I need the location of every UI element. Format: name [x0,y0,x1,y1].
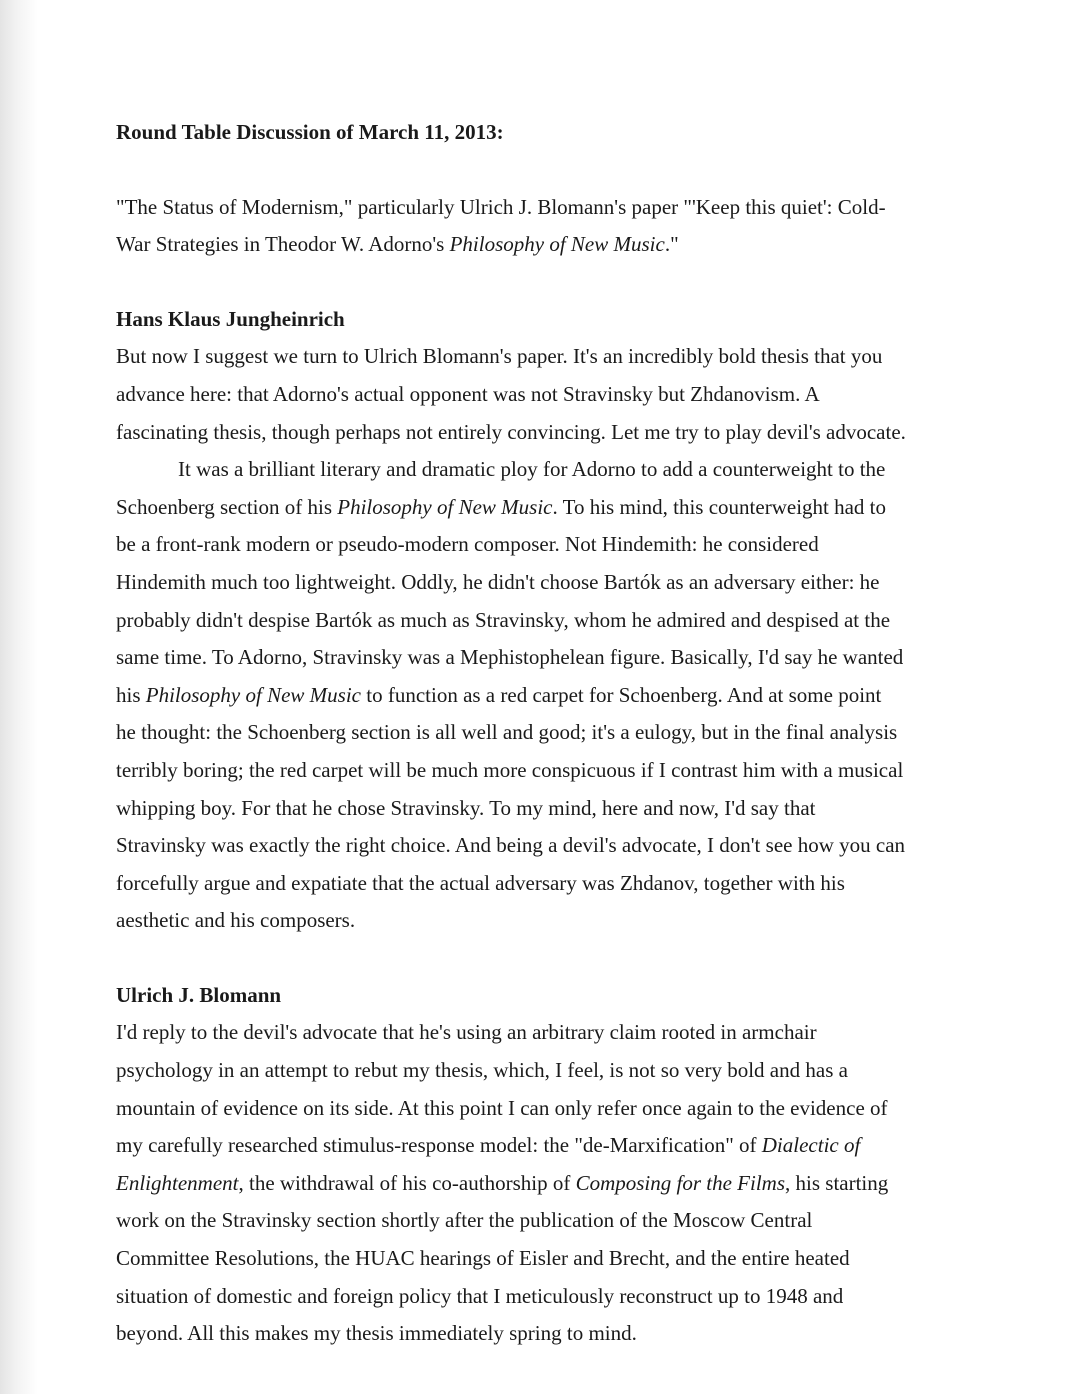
text-line: same time. To Adorno, Stravinsky was a Mephistophelean figure. Basically, I'd say he wanted [116,645,904,670]
text-run: my carefully researched stimulus-response model: the "de-Marxification" of [116,1133,762,1158]
document-title: Round Table Discussion of March 11, 2013: [116,120,504,144]
text-line: forcefully argue and expatiate that the actual adversary was Zhdanov, together with his [116,870,845,895]
text-line: aesthetic and his composers. [116,908,356,933]
text-line: But now I suggest we turn to Ulrich Blomann's paper. It's an incredibly bold thesis that you [116,344,883,369]
text-line: he thought: the Schoenberg section is all well and good; it's a eulogy, but in the final analysis [116,720,898,745]
paragraph [116,451,926,940]
text-line: fascinating thesis, though perhaps not entirely convincing. Let me try to play devil's advocate. [116,419,906,444]
speaker-name: Hans Klaus Jungheinrich [116,306,345,331]
italic-title: Philosophy of New Music [449,232,665,257]
text-line: mountain of evidence on its side. At this point I can only refer once again to the evidence of [116,1095,888,1120]
text-line [116,1127,926,1165]
text-run: War Strategies in Theodor W. Adorno's [116,232,450,257]
italic-title: Dialectic of [761,1133,861,1158]
text-line: work on the Stravinsky section shortly after the publication of the Moscow Central [116,1208,813,1233]
text-run: his [116,682,146,707]
speaker-name: Ulrich J. Blomann [116,982,282,1007]
paragraph [116,338,926,451]
text-line: psychology in an attempt to rebut my thesis, which, I feel, is not so very bold and has a [116,1058,848,1083]
text-line: probably didn't despise Bartók as much as Stravinsky, whom he admired and despised at the [116,607,891,632]
text-line: I'd reply to the devil's advocate that he's using an arbitrary claim rooted in armchair [116,1020,817,1045]
text-line: situation of domestic and foreign policy that I meticulously reconstruct up to 1948 and [116,1283,844,1308]
text-line: Committee Resolutions, the HUAC hearings of Eisler and Brecht, and the entire heated [116,1246,850,1271]
text-run: to function as a red carpet for Schoenberg. And at some point [361,682,882,707]
text-line: Stravinsky was exactly the right choice. And being a devil's advocate, I don't see how you can [116,833,906,858]
italic-title: Enlightenment [116,1170,239,1195]
italic-title: Philosophy of New Music [145,682,361,707]
intro-paragraph [116,189,926,264]
text-run: , the withdrawal of his co-authorship of [238,1170,576,1195]
text-run: , his starting [785,1170,889,1195]
text-run: ." [664,232,679,257]
speaker-section-jungheinrich [116,301,926,940]
text-run: Schoenberg section of his [116,494,338,519]
text-run: . To his mind, this counterweight had to [552,494,887,519]
italic-title: Composing for the Films [575,1170,786,1195]
text-line: whipping boy. For that he chose Stravinsky. To my mind, here and now, I'd say that [116,795,816,820]
intro-line [116,226,926,264]
paragraph [116,1014,926,1352]
scan-edge-shadow [0,0,38,1394]
text-line: be a front-rank modern or pseudo-modern composer. Not Hindemith: he considered [116,532,819,557]
text-line: It was a brilliant literary and dramatic ploy for Adorno to add a counterweight to the [178,457,886,482]
text-line: beyond. All this makes my thesis immediately spring to mind. [116,1321,637,1346]
document-page [116,114,926,1353]
text-line: Hindemith much too lightweight. Oddly, he didn't choose Bartók as an adversary either: he [116,569,880,594]
text-line: advance here: that Adorno's actual opponent was not Stravinsky but Zhdanovism. A [116,381,820,406]
italic-title: Philosophy of New Music [337,494,553,519]
text-line: terribly boring; the red carpet will be much more conspicuous if I contrast him with a musical [116,757,904,782]
speaker-section-blomann [116,977,926,1353]
text-line [116,489,926,527]
intro-line: "The Status of Modernism," particularly Ulrich J. Blomann's paper "'Keep this quiet': Cold- [116,194,886,219]
text-line [116,677,926,715]
text-line [116,1165,926,1203]
